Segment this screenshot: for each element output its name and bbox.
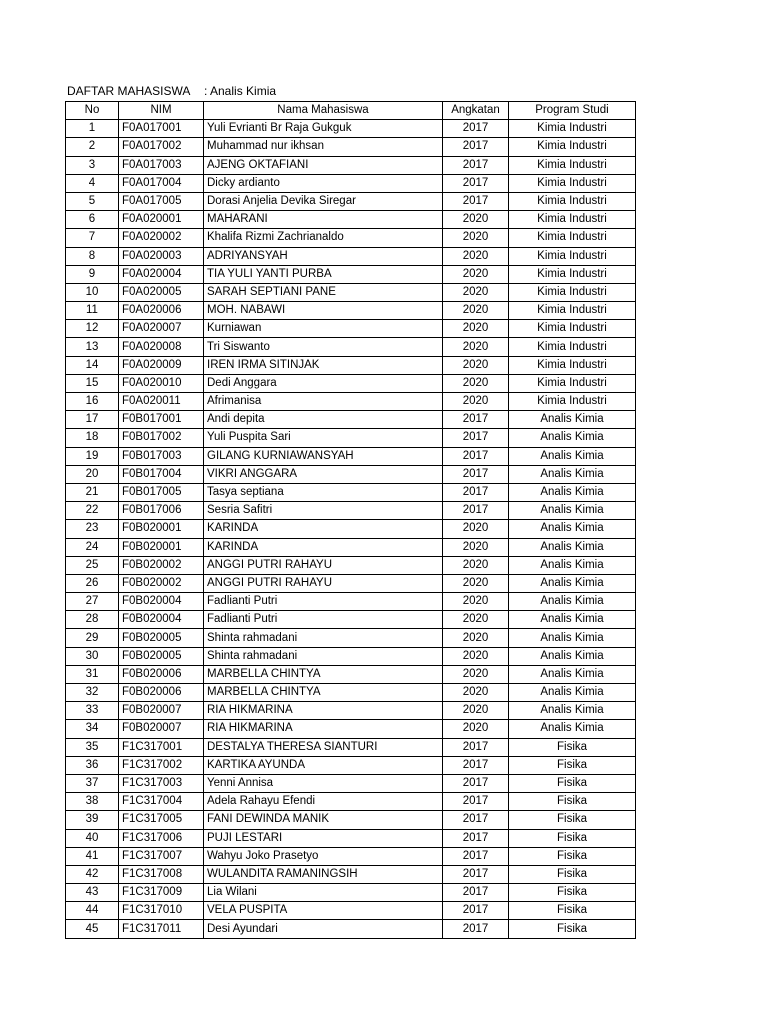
- cell-angkatan: 2020: [443, 720, 509, 738]
- cell-nim: F0A017001: [119, 120, 204, 138]
- col-header-no: No: [66, 102, 119, 120]
- student-table: [65, 101, 636, 939]
- col-header-nim: NIM: [119, 102, 204, 120]
- cell-nim: F1C317009: [119, 884, 204, 902]
- table-row: [66, 884, 636, 902]
- cell-angkatan: 2020: [443, 702, 509, 720]
- cell-angkatan: 2020: [443, 283, 509, 301]
- cell-angkatan: 2017: [443, 429, 509, 447]
- cell-no: 18: [66, 429, 119, 447]
- cell-nama: Tasya septiana: [204, 483, 443, 501]
- cell-nama: Desi Ayundari: [204, 920, 443, 938]
- table-row: [66, 593, 636, 611]
- cell-nama: DESTALYA THERESA SIANTURI: [204, 738, 443, 756]
- cell-angkatan: 2017: [443, 192, 509, 210]
- cell-program-studi: Analis Kimia: [509, 720, 636, 738]
- cell-nim: F0B017005: [119, 483, 204, 501]
- cell-angkatan: 2020: [443, 338, 509, 356]
- table-row: [66, 847, 636, 865]
- cell-nim: F0B020007: [119, 720, 204, 738]
- table-row: [66, 738, 636, 756]
- cell-angkatan: 2017: [443, 411, 509, 429]
- cell-program-studi: Kimia Industri: [509, 356, 636, 374]
- cell-no: 2: [66, 138, 119, 156]
- cell-no: 38: [66, 793, 119, 811]
- cell-angkatan: 2017: [443, 774, 509, 792]
- cell-nama: Andi depita: [204, 411, 443, 429]
- cell-program-studi: Analis Kimia: [509, 684, 636, 702]
- cell-nama: Adela Rahayu Efendi: [204, 793, 443, 811]
- cell-angkatan: 2020: [443, 538, 509, 556]
- cell-nim: F1C317006: [119, 829, 204, 847]
- cell-nim: F0A017002: [119, 138, 204, 156]
- cell-angkatan: 2020: [443, 211, 509, 229]
- cell-program-studi: Kimia Industri: [509, 156, 636, 174]
- table-row: [66, 393, 636, 411]
- cell-no: 10: [66, 283, 119, 301]
- cell-nama: Dicky ardianto: [204, 174, 443, 192]
- cell-program-studi: Analis Kimia: [509, 665, 636, 683]
- cell-nama: AJENG OKTAFIANI: [204, 156, 443, 174]
- cell-nim: F0A020002: [119, 229, 204, 247]
- cell-program-studi: Kimia Industri: [509, 174, 636, 192]
- cell-no: 29: [66, 629, 119, 647]
- cell-program-studi: Fisika: [509, 774, 636, 792]
- cell-nama: Dedi Anggara: [204, 374, 443, 392]
- cell-program-studi: Kimia Industri: [509, 302, 636, 320]
- cell-nama: RIA HIKMARINA: [204, 720, 443, 738]
- cell-program-studi: Analis Kimia: [509, 538, 636, 556]
- cell-program-studi: Fisika: [509, 738, 636, 756]
- table-row: [66, 374, 636, 392]
- cell-no: 42: [66, 865, 119, 883]
- cell-nim: F1C317008: [119, 865, 204, 883]
- cell-nim: F0B020002: [119, 556, 204, 574]
- cell-nim: F0B020005: [119, 629, 204, 647]
- cell-nama: Fadlianti Putri: [204, 593, 443, 611]
- table-row: [66, 920, 636, 938]
- cell-program-studi: Analis Kimia: [509, 429, 636, 447]
- cell-nim: F0A020008: [119, 338, 204, 356]
- cell-angkatan: 2017: [443, 738, 509, 756]
- cell-angkatan: 2020: [443, 665, 509, 683]
- table-row: [66, 538, 636, 556]
- cell-nim: F0B017004: [119, 465, 204, 483]
- cell-nama: Shinta rahmadani: [204, 647, 443, 665]
- cell-nama: SARAH SEPTIANI PANE: [204, 283, 443, 301]
- cell-nama: Khalifa Rizmi Zachrianaldo: [204, 229, 443, 247]
- cell-nama: Yenni Annisa: [204, 774, 443, 792]
- cell-program-studi: Fisika: [509, 756, 636, 774]
- title-label: DAFTAR MAHASISWA: [67, 84, 191, 98]
- cell-nim: F0B020001: [119, 538, 204, 556]
- cell-nama: KARINDA: [204, 520, 443, 538]
- cell-nama: Shinta rahmadani: [204, 629, 443, 647]
- cell-nama: Wahyu Joko Prasetyo: [204, 847, 443, 865]
- cell-no: 36: [66, 756, 119, 774]
- cell-no: 21: [66, 483, 119, 501]
- cell-angkatan: 2017: [443, 884, 509, 902]
- title-value: : Analis Kimia: [204, 84, 277, 98]
- cell-nama: VELA PUSPITA: [204, 902, 443, 920]
- cell-program-studi: Kimia Industri: [509, 320, 636, 338]
- cell-no: 5: [66, 192, 119, 210]
- cell-nim: F0A020005: [119, 283, 204, 301]
- cell-program-studi: Analis Kimia: [509, 465, 636, 483]
- table-row: [66, 756, 636, 774]
- cell-no: 24: [66, 538, 119, 556]
- table-row: [66, 120, 636, 138]
- cell-nama: MARBELLA CHINTYA: [204, 665, 443, 683]
- cell-nim: F0A020006: [119, 302, 204, 320]
- table-header: [66, 102, 636, 120]
- cell-nim: F0B020002: [119, 574, 204, 592]
- cell-program-studi: Analis Kimia: [509, 556, 636, 574]
- cell-no: 15: [66, 374, 119, 392]
- cell-program-studi: Fisika: [509, 920, 636, 938]
- cell-no: 7: [66, 229, 119, 247]
- cell-no: 6: [66, 211, 119, 229]
- cell-no: 16: [66, 393, 119, 411]
- cell-program-studi: Analis Kimia: [509, 520, 636, 538]
- cell-nama: IREN IRMA SITINJAK: [204, 356, 443, 374]
- table-row: [66, 829, 636, 847]
- cell-no: 20: [66, 465, 119, 483]
- cell-program-studi: Analis Kimia: [509, 647, 636, 665]
- cell-no: 30: [66, 647, 119, 665]
- cell-nim: F1C317003: [119, 774, 204, 792]
- cell-nama: KARINDA: [204, 538, 443, 556]
- cell-nim: F0A020004: [119, 265, 204, 283]
- table-row: [66, 356, 636, 374]
- cell-program-studi: Analis Kimia: [509, 502, 636, 520]
- cell-angkatan: 2017: [443, 811, 509, 829]
- cell-program-studi: Kimia Industri: [509, 192, 636, 210]
- cell-angkatan: 2017: [443, 174, 509, 192]
- cell-nama: RIA HIKMARINA: [204, 702, 443, 720]
- cell-program-studi: Kimia Industri: [509, 120, 636, 138]
- table-row: [66, 465, 636, 483]
- cell-angkatan: 2020: [443, 393, 509, 411]
- cell-no: 26: [66, 574, 119, 592]
- cell-nim: F0A020007: [119, 320, 204, 338]
- cell-nama: ANGGI PUTRI RAHAYU: [204, 574, 443, 592]
- cell-program-studi: Analis Kimia: [509, 483, 636, 501]
- cell-nama: Yuli Puspita Sari: [204, 429, 443, 447]
- cell-nim: F0B020006: [119, 665, 204, 683]
- table-row: [66, 483, 636, 501]
- cell-no: 43: [66, 884, 119, 902]
- cell-no: 35: [66, 738, 119, 756]
- cell-nim: F0B017002: [119, 429, 204, 447]
- cell-angkatan: 2017: [443, 756, 509, 774]
- cell-no: 37: [66, 774, 119, 792]
- table-row: [66, 702, 636, 720]
- document-title: [67, 84, 276, 98]
- table-row: [66, 502, 636, 520]
- table-row: [66, 192, 636, 210]
- cell-program-studi: Analis Kimia: [509, 629, 636, 647]
- table-row: [66, 629, 636, 647]
- cell-nim: F0A020001: [119, 211, 204, 229]
- cell-program-studi: Fisika: [509, 902, 636, 920]
- cell-angkatan: 2017: [443, 138, 509, 156]
- cell-no: 22: [66, 502, 119, 520]
- cell-program-studi: Kimia Industri: [509, 265, 636, 283]
- cell-program-studi: Fisika: [509, 793, 636, 811]
- table-row: [66, 247, 636, 265]
- cell-no: 9: [66, 265, 119, 283]
- cell-angkatan: 2020: [443, 265, 509, 283]
- cell-angkatan: 2020: [443, 229, 509, 247]
- cell-nama: WULANDITA RAMANINGSIH: [204, 865, 443, 883]
- cell-angkatan: 2020: [443, 556, 509, 574]
- table-row: [66, 647, 636, 665]
- table-row: [66, 447, 636, 465]
- cell-no: 23: [66, 520, 119, 538]
- cell-nim: F0B017003: [119, 447, 204, 465]
- cell-nim: F0A017003: [119, 156, 204, 174]
- cell-nama: Fadlianti Putri: [204, 611, 443, 629]
- cell-nama: VIKRI ANGGARA: [204, 465, 443, 483]
- cell-angkatan: 2017: [443, 829, 509, 847]
- cell-angkatan: 2017: [443, 847, 509, 865]
- table-row: [66, 865, 636, 883]
- cell-no: 17: [66, 411, 119, 429]
- table-row: [66, 429, 636, 447]
- cell-no: 4: [66, 174, 119, 192]
- cell-no: 33: [66, 702, 119, 720]
- cell-no: 11: [66, 302, 119, 320]
- cell-nama: MAHARANI: [204, 211, 443, 229]
- cell-program-studi: Analis Kimia: [509, 593, 636, 611]
- table-body: [66, 120, 636, 938]
- cell-angkatan: 2017: [443, 920, 509, 938]
- cell-nama: Dorasi Anjelia Devika Siregar: [204, 192, 443, 210]
- cell-no: 32: [66, 684, 119, 702]
- cell-angkatan: 2017: [443, 447, 509, 465]
- cell-nama: MARBELLA CHINTYA: [204, 684, 443, 702]
- table-row: [66, 902, 636, 920]
- cell-angkatan: 2020: [443, 520, 509, 538]
- cell-program-studi: Analis Kimia: [509, 411, 636, 429]
- cell-nama: ADRIYANSYAH: [204, 247, 443, 265]
- cell-nama: Muhammad nur ikhsan: [204, 138, 443, 156]
- cell-nim: F0B020001: [119, 520, 204, 538]
- table-row: [66, 338, 636, 356]
- cell-nim: F0A020009: [119, 356, 204, 374]
- cell-angkatan: 2017: [443, 902, 509, 920]
- cell-no: 8: [66, 247, 119, 265]
- cell-nim: F0A020003: [119, 247, 204, 265]
- table-row: [66, 574, 636, 592]
- cell-no: 39: [66, 811, 119, 829]
- cell-program-studi: Kimia Industri: [509, 211, 636, 229]
- cell-program-studi: Kimia Industri: [509, 283, 636, 301]
- cell-nama: KARTIKA AYUNDA: [204, 756, 443, 774]
- cell-angkatan: 2017: [443, 120, 509, 138]
- cell-program-studi: Analis Kimia: [509, 702, 636, 720]
- cell-angkatan: 2020: [443, 374, 509, 392]
- cell-program-studi: Kimia Industri: [509, 247, 636, 265]
- cell-angkatan: 2020: [443, 356, 509, 374]
- cell-program-studi: Kimia Industri: [509, 138, 636, 156]
- cell-no: 31: [66, 665, 119, 683]
- cell-program-studi: Fisika: [509, 811, 636, 829]
- cell-angkatan: 2020: [443, 574, 509, 592]
- cell-nim: F1C317010: [119, 902, 204, 920]
- cell-no: 34: [66, 720, 119, 738]
- cell-no: 41: [66, 847, 119, 865]
- cell-angkatan: 2017: [443, 156, 509, 174]
- table-row: [66, 265, 636, 283]
- cell-nama: GILANG KURNIAWANSYAH: [204, 447, 443, 465]
- cell-angkatan: 2020: [443, 247, 509, 265]
- cell-nama: Sesria Safitri: [204, 502, 443, 520]
- cell-nama: Lia Wilani: [204, 884, 443, 902]
- cell-program-studi: Fisika: [509, 829, 636, 847]
- cell-program-studi: Analis Kimia: [509, 611, 636, 629]
- header-row: [66, 102, 636, 120]
- cell-program-studi: Fisika: [509, 865, 636, 883]
- cell-program-studi: Analis Kimia: [509, 447, 636, 465]
- table-row: [66, 720, 636, 738]
- cell-nim: F0B020006: [119, 684, 204, 702]
- cell-program-studi: Fisika: [509, 847, 636, 865]
- cell-angkatan: 2017: [443, 483, 509, 501]
- table-row: [66, 774, 636, 792]
- cell-angkatan: 2017: [443, 865, 509, 883]
- cell-nama: Yuli Evrianti Br Raja Gukguk: [204, 120, 443, 138]
- table-row: [66, 156, 636, 174]
- table-row: [66, 174, 636, 192]
- cell-nama: Afrimanisa: [204, 393, 443, 411]
- cell-angkatan: 2017: [443, 793, 509, 811]
- cell-nim: F0B020005: [119, 647, 204, 665]
- cell-nama: PUJI LESTARI: [204, 829, 443, 847]
- cell-no: 28: [66, 611, 119, 629]
- col-header-program-studi: Program Studi: [509, 102, 636, 120]
- cell-no: 12: [66, 320, 119, 338]
- cell-nim: F1C317005: [119, 811, 204, 829]
- table-row: [66, 211, 636, 229]
- cell-angkatan: 2020: [443, 684, 509, 702]
- table-row: [66, 283, 636, 301]
- cell-nim: F0B020004: [119, 611, 204, 629]
- cell-nama: Tri Siswanto: [204, 338, 443, 356]
- table-row: [66, 556, 636, 574]
- table-row: [66, 811, 636, 829]
- cell-angkatan: 2020: [443, 611, 509, 629]
- cell-no: 45: [66, 920, 119, 938]
- cell-program-studi: Kimia Industri: [509, 393, 636, 411]
- cell-no: 44: [66, 902, 119, 920]
- cell-nim: F1C317001: [119, 738, 204, 756]
- cell-program-studi: Fisika: [509, 884, 636, 902]
- cell-nim: F0A017004: [119, 174, 204, 192]
- cell-nama: TIA YULI YANTI PURBA: [204, 265, 443, 283]
- cell-nim: F0B017001: [119, 411, 204, 429]
- cell-angkatan: 2020: [443, 629, 509, 647]
- table-row: [66, 611, 636, 629]
- cell-program-studi: Analis Kimia: [509, 574, 636, 592]
- table-row: [66, 684, 636, 702]
- cell-no: 27: [66, 593, 119, 611]
- cell-nama: FANI DEWINDA MANIK: [204, 811, 443, 829]
- table-row: [66, 665, 636, 683]
- cell-nim: F1C317011: [119, 920, 204, 938]
- cell-angkatan: 2020: [443, 647, 509, 665]
- cell-no: 13: [66, 338, 119, 356]
- cell-nim: F1C317002: [119, 756, 204, 774]
- cell-no: 3: [66, 156, 119, 174]
- cell-nama: MOH. NABAWI: [204, 302, 443, 320]
- col-header-angkatan: Angkatan: [443, 102, 509, 120]
- table-row: [66, 138, 636, 156]
- cell-nama: ANGGI PUTRI RAHAYU: [204, 556, 443, 574]
- cell-nim: F0A017005: [119, 192, 204, 210]
- cell-angkatan: 2017: [443, 502, 509, 520]
- table-row: [66, 302, 636, 320]
- cell-nim: F0A020011: [119, 393, 204, 411]
- cell-angkatan: 2020: [443, 302, 509, 320]
- cell-nim: F0B020007: [119, 702, 204, 720]
- table-row: [66, 793, 636, 811]
- table-row: [66, 320, 636, 338]
- cell-no: 14: [66, 356, 119, 374]
- cell-nim: F1C317004: [119, 793, 204, 811]
- cell-program-studi: Kimia Industri: [509, 374, 636, 392]
- cell-angkatan: 2017: [443, 465, 509, 483]
- cell-program-studi: Kimia Industri: [509, 338, 636, 356]
- col-header-nama: Nama Mahasiswa: [204, 102, 443, 120]
- cell-no: 19: [66, 447, 119, 465]
- cell-program-studi: Kimia Industri: [509, 229, 636, 247]
- table-row: [66, 520, 636, 538]
- cell-angkatan: 2020: [443, 320, 509, 338]
- table-row: [66, 229, 636, 247]
- cell-nama: Kurniawan: [204, 320, 443, 338]
- cell-no: 40: [66, 829, 119, 847]
- table-row: [66, 411, 636, 429]
- cell-no: 25: [66, 556, 119, 574]
- cell-nim: F1C317007: [119, 847, 204, 865]
- cell-nim: F0B020004: [119, 593, 204, 611]
- cell-nim: F0A020010: [119, 374, 204, 392]
- cell-angkatan: 2020: [443, 593, 509, 611]
- cell-no: 1: [66, 120, 119, 138]
- cell-nim: F0B017006: [119, 502, 204, 520]
